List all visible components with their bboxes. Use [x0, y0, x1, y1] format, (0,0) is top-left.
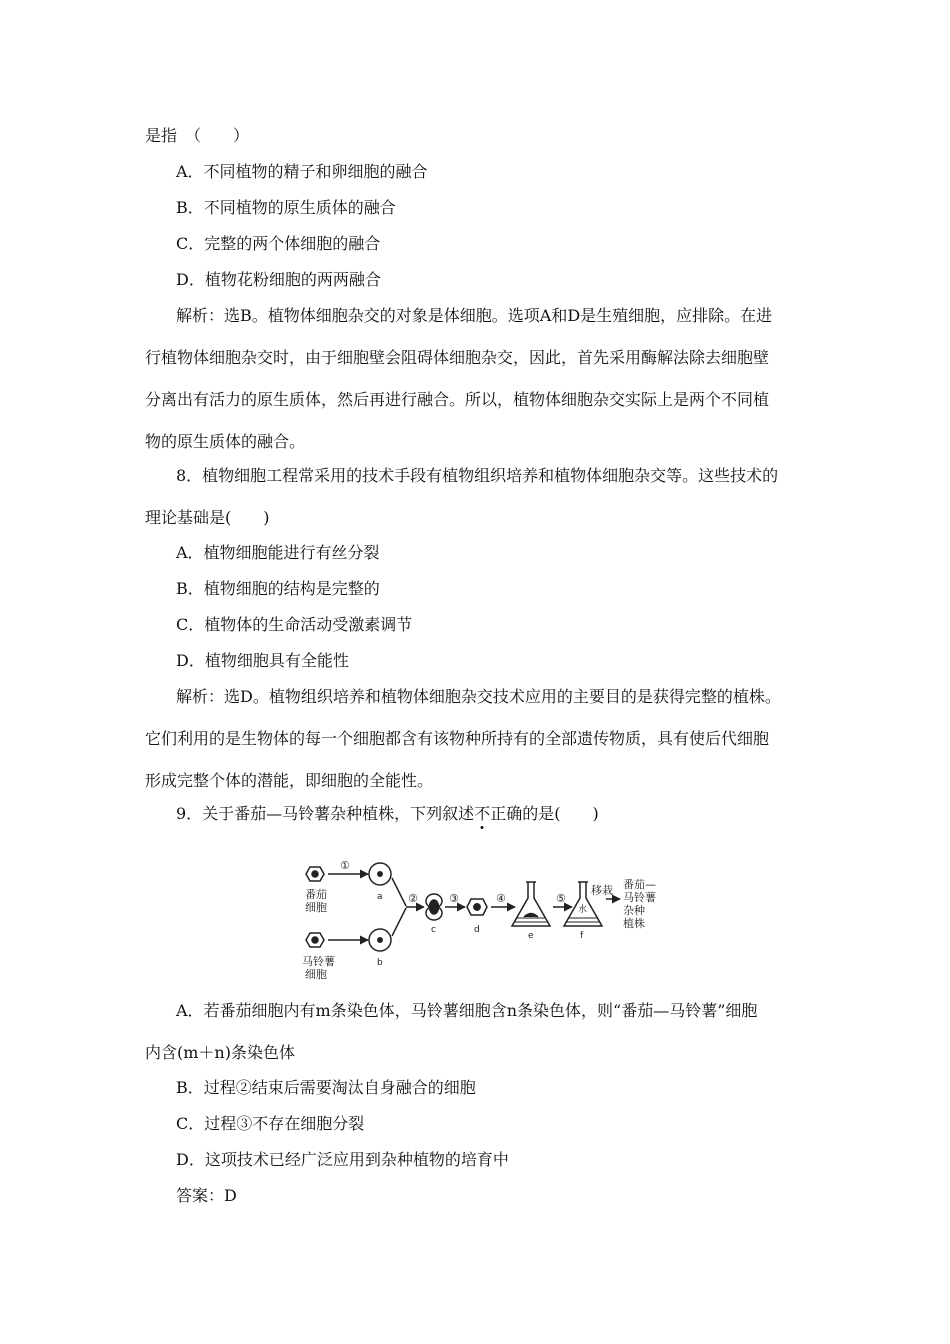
- q8-option-d: D．植物细胞具有全能性: [176, 651, 349, 670]
- label-d: d: [474, 925, 480, 935]
- q8-analysis-line: 它们利用的是生物体的每一个细胞都含有该物种所持有的全部遗传物质，具有使后代细胞: [145, 729, 770, 748]
- step-1-label: ①: [340, 859, 350, 872]
- q9-stem-post: 正确的是( ): [490, 804, 599, 823]
- q8-stem: 8．植物细胞工程常采用的技术手段有植物组织培养和植物体细胞杂交等。这些技术的: [176, 466, 779, 485]
- hybrid-cell-d-icon: [467, 899, 487, 915]
- result-label: 杂种: [623, 904, 645, 917]
- flask-e-icon: [512, 882, 550, 926]
- q8-analysis-line: 解析：选D。植物组织培养和植物体细胞杂交技术应用的主要目的是获得完整的植株。: [176, 687, 781, 706]
- fused-cell-c-icon: [426, 894, 442, 920]
- q7-analysis-line: 物的原生质体的融合。: [145, 432, 306, 451]
- q9-option-b: B．过程②结束后需要淘汰自身融合的细胞: [176, 1078, 476, 1097]
- result-label: 番茄—: [623, 878, 656, 891]
- potato-cell-label: 马铃薯: [302, 955, 335, 968]
- label-b: b: [377, 958, 383, 968]
- label-c: c: [431, 925, 436, 935]
- flask-mark: 水: [578, 905, 588, 915]
- q7-option-c: C．完整的两个体细胞的融合: [176, 234, 381, 253]
- hybridization-diagram: [300, 852, 680, 980]
- step-5-label: ⑤: [556, 892, 566, 905]
- result-label: 植株: [623, 917, 645, 930]
- step-4-label: ④: [496, 892, 506, 905]
- step-3-label: ③: [449, 892, 459, 905]
- label-e: e: [528, 931, 534, 941]
- q9-option-a-cont: 内含(m＋n)条染色体: [145, 1043, 295, 1062]
- step-2-label: ②: [408, 892, 418, 905]
- q8-option-a: A．植物细胞能进行有丝分裂: [176, 543, 380, 562]
- q9-stem-emphasis: 不: [474, 804, 491, 823]
- q7-option-a: A．不同植物的精子和卵细胞的融合: [176, 162, 428, 181]
- potato-cell-icon: [306, 933, 324, 947]
- q7-option-d: D．植物花粉细胞的两两融合: [176, 270, 381, 289]
- potato-cell-label: 细胞: [305, 968, 327, 980]
- q8-option-b: B．植物细胞的结构是完整的: [176, 579, 380, 598]
- label-f: f: [580, 931, 584, 941]
- tomato-cell-label: 番茄: [305, 888, 327, 901]
- q8-option-c: C．植物体的生命活动受激素调节: [176, 615, 413, 634]
- q8-stem: 理论基础是( ): [145, 508, 270, 527]
- q9-option-d: D．这项技术已经广泛应用到杂种植物的培育中: [176, 1150, 509, 1169]
- result-label: 马铃薯: [623, 891, 656, 904]
- label-a: a: [377, 892, 383, 902]
- q7-option-b: B．不同植物的原生质体的融合: [176, 198, 396, 217]
- q9-stem: [176, 804, 599, 824]
- q9-option-a: A．若番茄细胞内有m条染色体，马铃薯细胞含n条染色体，则“番茄—马铃薯”细胞: [176, 1001, 758, 1020]
- q7-analysis-line: 行植物体细胞杂交时，由于细胞壁会阻碍体细胞杂交，因此，首先采用酶解法除去细胞壁: [145, 348, 770, 367]
- transplant-label: 移栽: [591, 884, 613, 897]
- q9-option-c: C．过程③不存在细胞分裂: [176, 1114, 365, 1133]
- q8-analysis-line: 形成完整个体的潜能，即细胞的全能性。: [145, 771, 434, 790]
- q9-answer: 答案：D: [176, 1186, 237, 1205]
- q7-analysis-line: 解析：选B。植物体细胞杂交的对象是体细胞。选项A和D是生殖细胞，应排除。在进: [176, 306, 773, 325]
- tomato-cell-label: 细胞: [305, 901, 327, 914]
- q9-stem-pre: 9．关于番茄—马铃薯杂种植株，下列叙述: [176, 804, 475, 823]
- q7-stem-tail: 是指 （ ）: [145, 126, 250, 145]
- q7-analysis-line: 分离出有活力的原生质体，然后再进行融合。所以，植物体细胞杂交实际上是两个不同植: [145, 390, 770, 409]
- tomato-cell-icon: [306, 867, 324, 881]
